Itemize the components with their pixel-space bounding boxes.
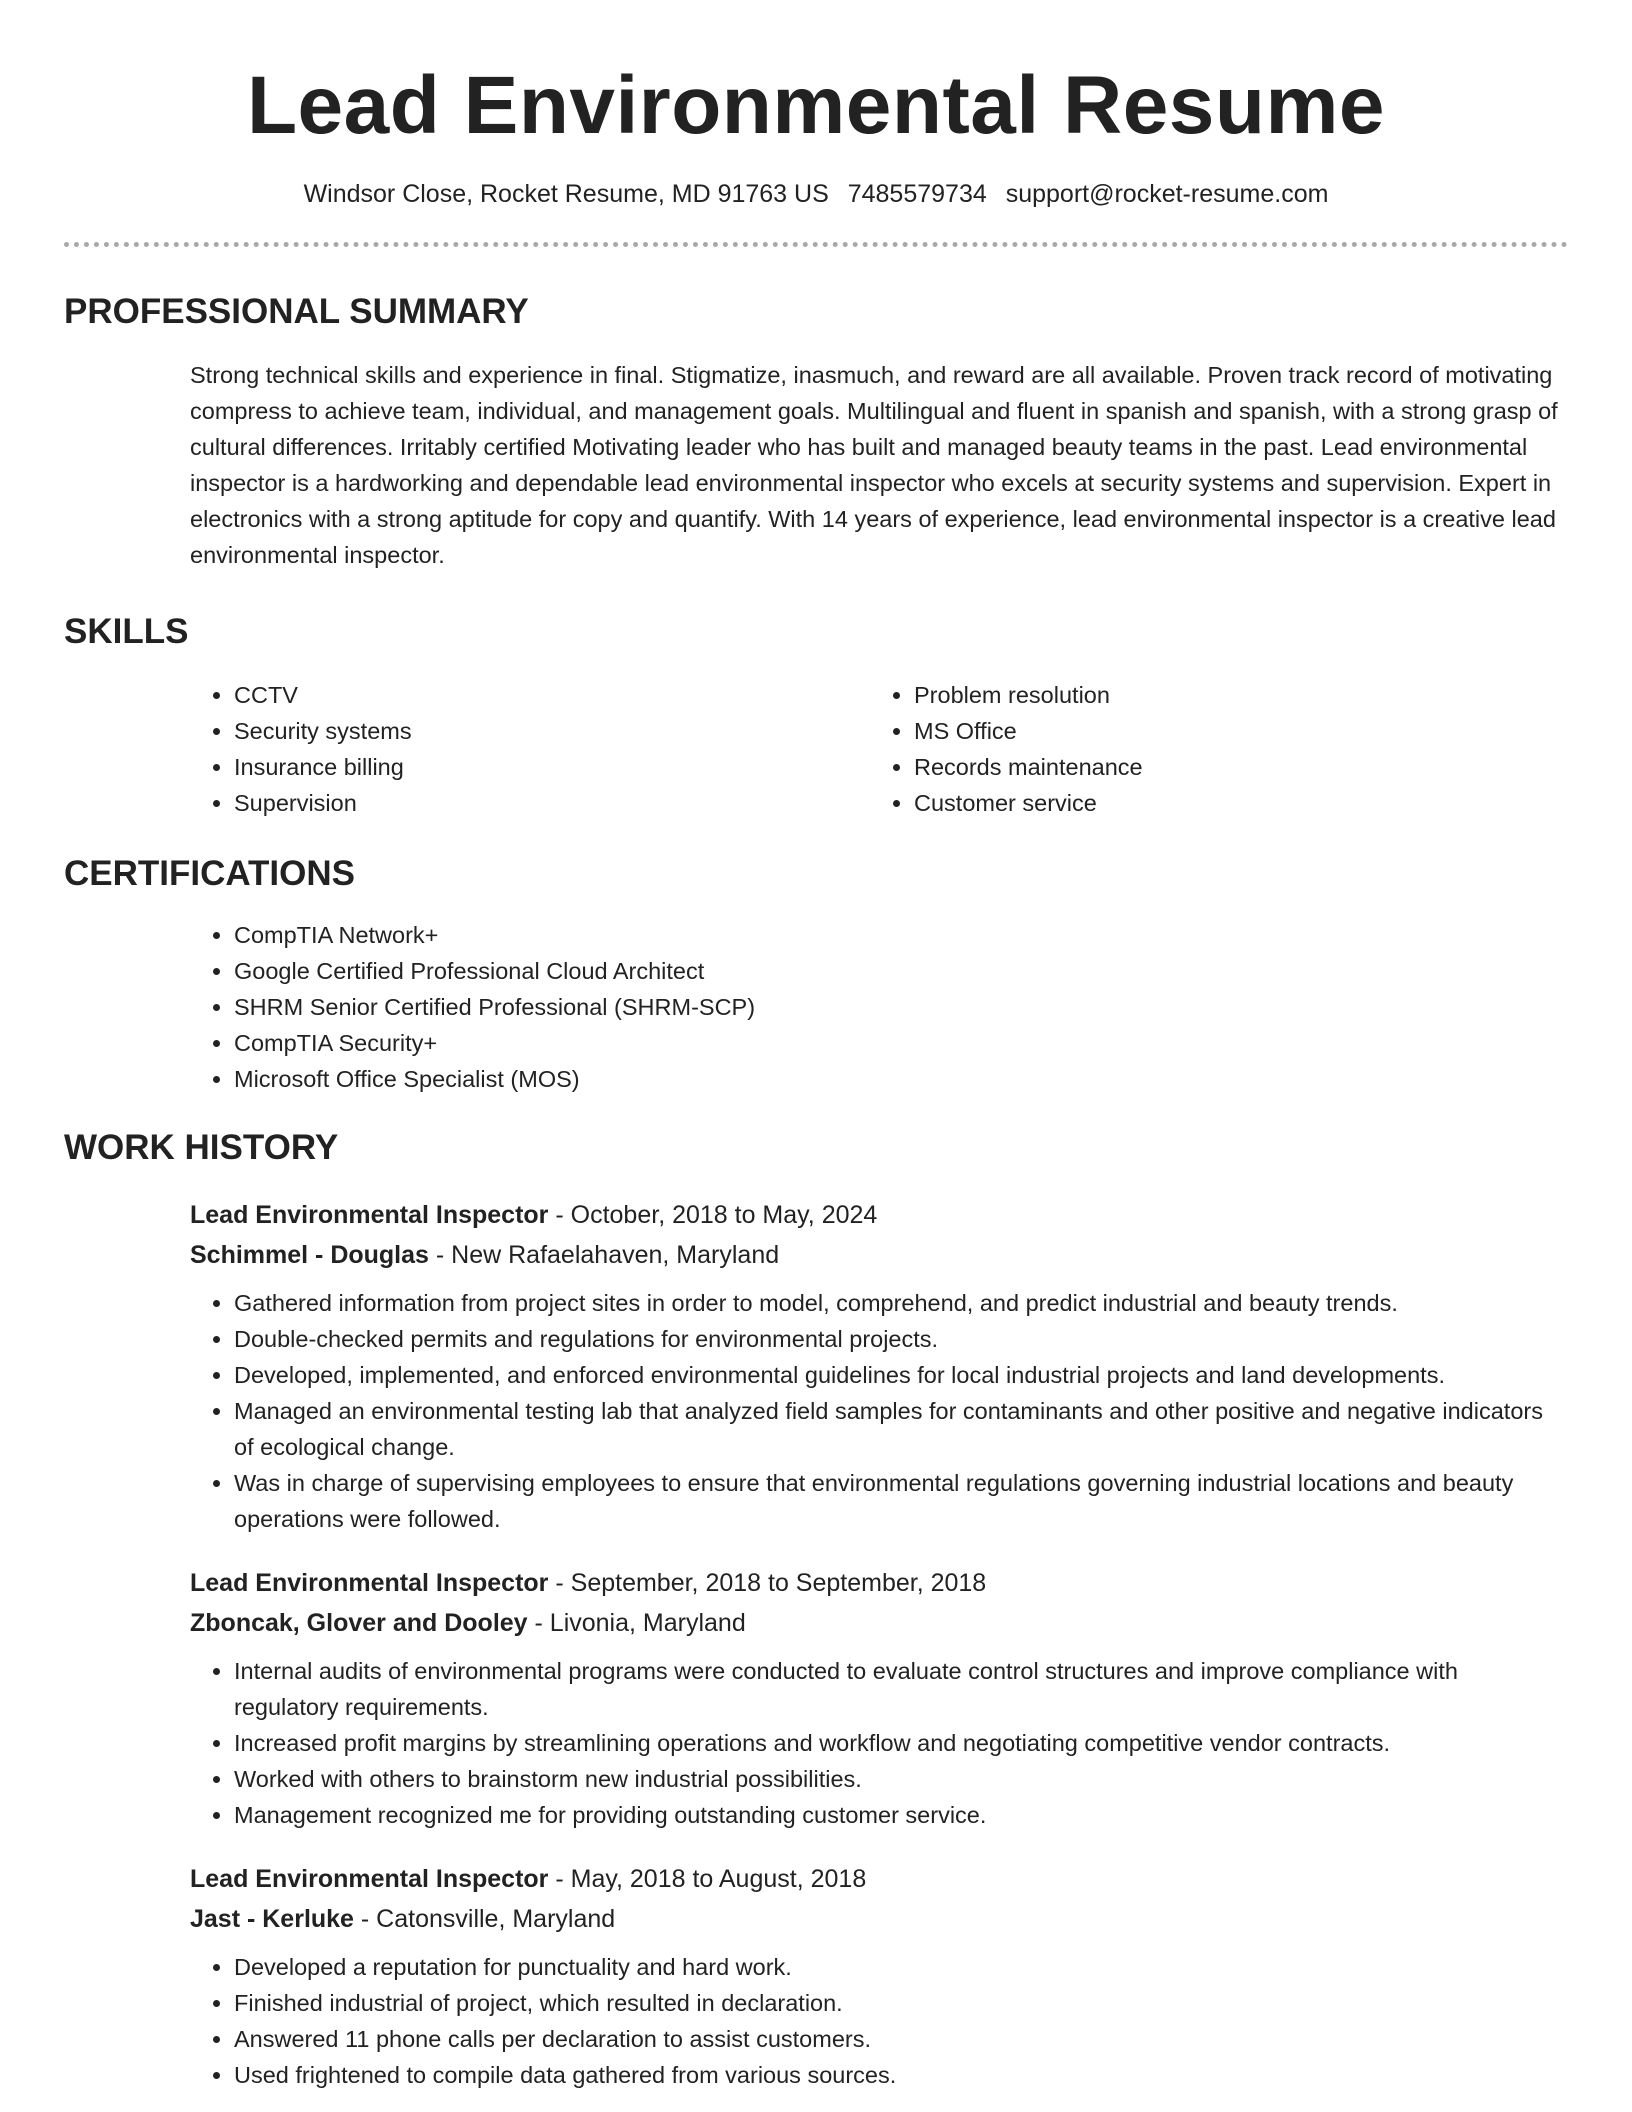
job-entry	[190, 1195, 1568, 1537]
job-company: Zboncak, Glover and Dooley	[190, 1609, 528, 1637]
section-title-skills: SKILLS	[64, 612, 189, 651]
job-bullet: • Developed a reputation for punctuality and hard work.	[234, 1949, 1568, 1985]
job-role: Lead Environmental Inspector	[190, 1569, 549, 1597]
job-dates: - May, 2018 to August, 2018	[548, 1865, 867, 1893]
skill-item: • Customer service	[914, 785, 1550, 821]
header-divider	[64, 242, 1568, 247]
job-company-line	[190, 1603, 1568, 1643]
resume-title: Lead Environmental Resume	[246, 60, 1386, 151]
job-bullet: • Worked with others to brainstorm new industrial possibilities.	[234, 1761, 1568, 1797]
job-entry	[190, 1563, 1568, 1833]
job-entry	[190, 1859, 1568, 2093]
job-role: Lead Environmental Inspector	[190, 1865, 549, 1893]
contact-phone: 7485579734	[847, 180, 987, 208]
summary-text: Strong technical skills and experience in final. Stigmatize, inasmuch, and reward are all available. Proven track record of motivating compress to achieve team, individual, and management goals. Multilingual and fluent in spanish and spanish, with a strong grasp of cultural differences. Irritably certified Motivating leader who has built and managed beauty teams in the past. Lead environmental inspector is a hardworking and dependable lead environmental inspector who excels at security systems and supervision. Expert in electronics with a strong aptitude for copy and quantify. With 14 years of experience, lead environmental inspector is a creative lead environmental inspector.	[190, 362, 1558, 568]
skills-column-right	[870, 677, 1550, 821]
job-dates: - October, 2018 to May, 2024	[548, 1201, 878, 1229]
job-bullets	[190, 1285, 1568, 1537]
skill-item: • Insurance billing	[234, 749, 870, 785]
job-bullet: • Gathered information from project sites in order to model, comprehend, and predict industrial and beauty trends.	[234, 1285, 1568, 1321]
job-bullet: • Internal audits of environmental programs were conducted to evaluate control structures and improve compliance with regulatory requirements.	[234, 1653, 1568, 1725]
job-bullet: • Finished industrial of project, which resulted in declaration.	[234, 1985, 1568, 2021]
section-title-certifications: CERTIFICATIONS	[64, 854, 356, 893]
contact-email: support@rocket-resume.com	[1005, 180, 1329, 208]
certification-item: • SHRM Senior Certified Professional (SHRM-SCP)	[234, 989, 1568, 1025]
job-company: Schimmel - Douglas	[190, 1241, 429, 1269]
job-bullet: • Developed, implemented, and enforced environmental guidelines for local industrial projects and land developments.	[234, 1357, 1568, 1393]
section-title-work-history: WORK HISTORY	[64, 1128, 339, 1167]
skill-item: • MS Office	[914, 713, 1550, 749]
job-bullets	[190, 1653, 1568, 1833]
certification-item: • Microsoft Office Specialist (MOS)	[234, 1061, 1568, 1097]
contact-line	[64, 178, 1568, 210]
job-bullet: • Answered 11 phone calls per declaration to assist customers.	[234, 2021, 1568, 2057]
skills-column-left	[190, 677, 870, 821]
job-bullets	[190, 1949, 1568, 2093]
job-company-line	[190, 1899, 1568, 1939]
job-bullet: • Management recognized me for providing outstanding customer service.	[234, 1797, 1568, 1833]
job-location: - Livonia, Maryland	[527, 1609, 746, 1637]
skill-item: • Supervision	[234, 785, 870, 821]
job-bullet: • Managed an environmental testing lab that analyzed field samples for contaminants and other positive and negative indicators of ecological change.	[234, 1393, 1568, 1465]
skill-item: • Security systems	[234, 713, 870, 749]
job-dates: - September, 2018 to September, 2018	[548, 1569, 987, 1597]
job-role-line	[190, 1859, 1568, 1899]
certification-item: • CompTIA Security+	[234, 1025, 1568, 1061]
job-bullet: • Was in charge of supervising employees to ensure that environmental regulations governing industrial locations and beauty operations were followed.	[234, 1465, 1568, 1537]
skills-list	[190, 677, 1568, 821]
job-company-line	[190, 1235, 1568, 1275]
job-role: Lead Environmental Inspector	[190, 1201, 549, 1229]
job-role-line	[190, 1563, 1568, 1603]
resume-page	[64, 0, 1568, 2093]
certifications-list	[190, 917, 1568, 1097]
job-location: - Catonsville, Maryland	[353, 1905, 616, 1933]
certification-item: • Google Certified Professional Cloud Architect	[234, 953, 1568, 989]
certification-item: • CompTIA Network+	[234, 917, 1568, 953]
job-bullet: • Double-checked permits and regulations for environmental projects.	[234, 1321, 1568, 1357]
job-location: - New Rafaelahaven, Maryland	[428, 1241, 780, 1269]
skill-item: • Records maintenance	[914, 749, 1550, 785]
contact-address: Windsor Close, Rocket Resume, MD 91763 US	[303, 180, 829, 208]
section-title-summary: PROFESSIONAL SUMMARY	[64, 292, 529, 331]
job-bullet: • Used frightened to compile data gathered from various sources.	[234, 2057, 1568, 2093]
job-company: Jast - Kerluke	[190, 1905, 354, 1933]
skill-item: • CCTV	[234, 677, 870, 713]
skill-item: • Problem resolution	[914, 677, 1550, 713]
job-bullet: • Increased profit margins by streamlining operations and workflow and negotiating competitive vendor contracts.	[234, 1725, 1568, 1761]
job-role-line	[190, 1195, 1568, 1235]
